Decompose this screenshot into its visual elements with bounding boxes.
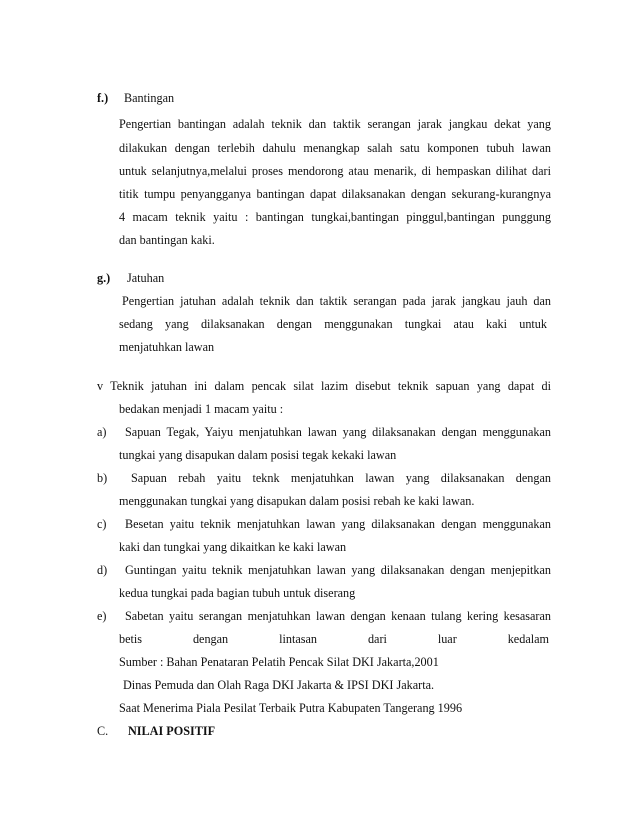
source-line-2: Dinas Pemuda dan Olah Raga DKI Jakarta & IPSI DKI Jakarta.: [123, 678, 435, 692]
section-f-line-5: 4 macam teknik yaitu : bantingan tungkai,bantingan pinggul,bantingan punggung: [119, 210, 551, 224]
intro-line-2: bedakan menjadi 1 macam yaitu :: [119, 402, 284, 416]
section-c-title: NILAI POSITIF: [128, 724, 216, 738]
section-f-line-6: dan bantingan kaki.: [119, 233, 215, 247]
item-e-line-2: betis dengan lintasan dari luar kedalam: [119, 632, 549, 646]
source-line-3: Saat Menerima Piala Pesilat Terbaik Putra Kabupaten Tangerang 1996: [119, 701, 463, 715]
intro-line-1: v Teknik jatuhan ini dalam pencak silat lazim disebut teknik sapuan yang dapat di: [97, 379, 551, 393]
section-f-label: f.): [97, 91, 109, 105]
item-b-line-2: menggunakan tungkai yang disapukan dalam posisi rebah ke kaki lawan.: [119, 494, 475, 508]
source-line-1: Sumber : Bahan Penataran Pelatih Pencak Silat DKI Jakarta,2001: [119, 655, 439, 669]
item-a-line-1: Sapuan Tegak, Yaiyu menjatuhkan lawan yang dilaksanakan dengan menggunakan: [125, 425, 551, 439]
section-f-line-1: Pengertian bantingan adalah teknik dan taktik serangan jarak jangkau dekat yang: [119, 117, 551, 131]
section-g-line-3: menjatuhkan lawan: [119, 340, 215, 354]
item-c-line-2: kaki dan tungkai yang dikaitkan ke kaki lawan: [119, 540, 347, 554]
section-g-line-2: sedang yang dilaksanakan dengan menggunakan tungkai atau kaki untuk: [119, 317, 547, 331]
section-f-line-2: dilakukan dengan terlebih dahulu menangkap salah satu komponen tubuh lawan: [119, 141, 551, 155]
item-b-line-1: Sapuan rebah yaitu teknk menjatuhkan lawan yang dilaksanakan dengan: [131, 471, 551, 485]
item-c-line-1: Besetan yaitu teknik menjatuhkan lawan yang dilaksanakan dengan menggunakan: [125, 517, 551, 531]
section-c-label: C.: [97, 724, 109, 738]
item-d-line-2: kedua tungkai pada bagian tubuh untuk diserang: [119, 586, 356, 600]
item-e-marker: e): [97, 609, 107, 623]
section-f-line-3: untuk selanjutnya,melalui proses mendorong atau menarik, di hempaskan dilihat dari: [119, 164, 551, 178]
section-f-line-4: titik tumpu penyangganya bantingan dapat dilaksanakan dengan sekurang-kurangnya: [119, 187, 551, 201]
section-f-title: Bantingan: [124, 91, 175, 105]
section-g-title: Jatuhan: [127, 271, 165, 285]
section-g-label: g.): [97, 271, 111, 285]
item-e-line-1: Sabetan yaitu serangan menjatuhkan lawan dengan kenaan tulang kering kesasaran: [125, 609, 551, 623]
item-a-marker: a): [97, 425, 107, 439]
section-g-line-1: Pengertian jatuhan adalah teknik dan taktik serangan pada jarak jangkau jauh dan: [122, 294, 551, 308]
item-c-marker: c): [97, 517, 107, 531]
item-d-marker: d): [97, 563, 108, 577]
item-d-line-1: Guntingan yaitu teknik menjatuhkan lawan yang dilaksanakan dengan menjepitkan: [125, 563, 551, 577]
item-b-marker: b): [97, 471, 108, 485]
item-a-line-2: tungkai yang disapukan dalam posisi tegak kekaki lawan: [119, 448, 397, 462]
